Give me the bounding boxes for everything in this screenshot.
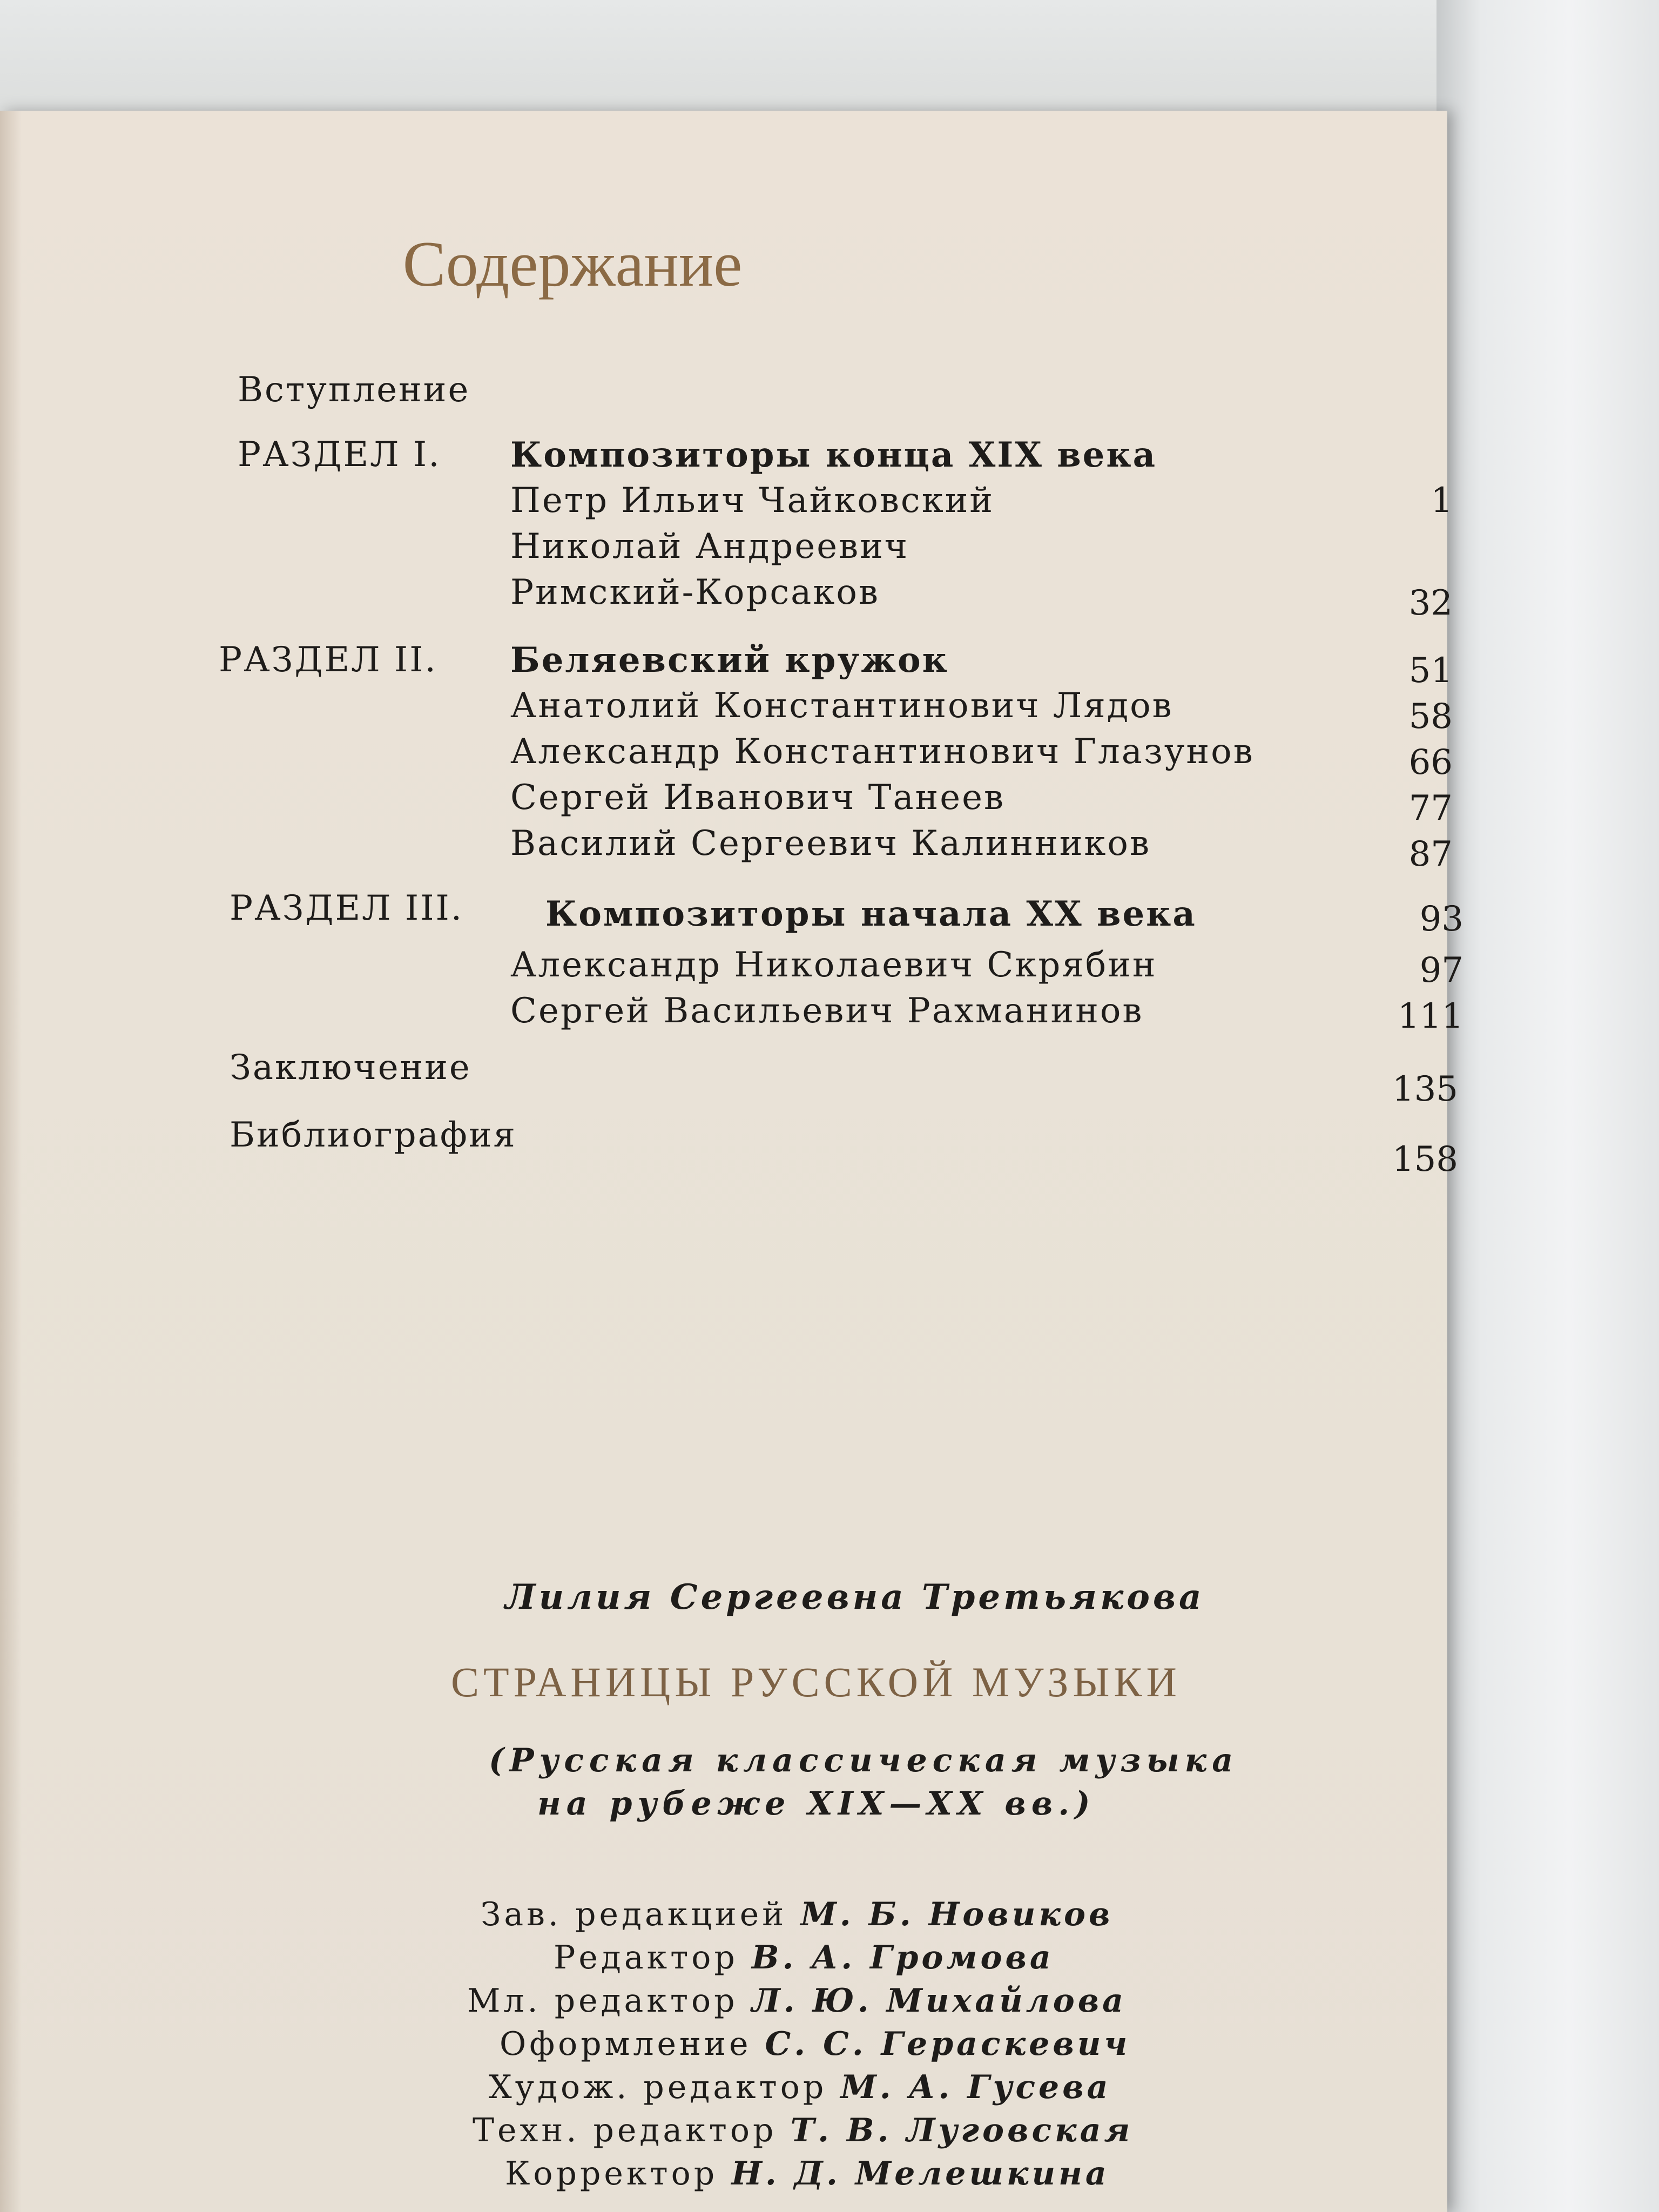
credit-line bbox=[500, 2025, 1130, 2063]
credit-line bbox=[467, 1982, 1127, 2020]
section-1-title: Композиторы конца XIX века bbox=[510, 435, 1157, 475]
toc-entry: Сергей Иванович Танеев bbox=[510, 778, 1006, 818]
credit-name: Т. В. Луговская bbox=[790, 2112, 1134, 2149]
toc-entry: Александр Константинович Глазунов bbox=[510, 732, 1255, 772]
section-2-label: РАЗДЕЛ II. bbox=[219, 640, 437, 680]
section-3-title: Композиторы начала XX века bbox=[545, 894, 1197, 934]
credit-name: Н. Д. Мелешкина bbox=[731, 2155, 1110, 2193]
toc-page-number: 77 bbox=[1408, 788, 1453, 828]
toc-conclusion: Заключение bbox=[230, 1048, 471, 1088]
credit-role: Корректор bbox=[505, 2155, 718, 2193]
toc-entry: Анатолий Константинович Лядов bbox=[510, 686, 1174, 726]
toc-page-number: 111 bbox=[1397, 996, 1464, 1036]
toc-page-number: 58 bbox=[1408, 697, 1453, 737]
section-3-label: РАЗДЕЛ III. bbox=[230, 888, 464, 928]
credit-name: Л. Ю. Михайлова bbox=[751, 1982, 1127, 2020]
imprint-subtitle-line-2: на рубеже XIX—XX вв.) bbox=[537, 1785, 1096, 1823]
credit-name: М. А. Гусева bbox=[840, 2068, 1111, 2106]
credit-role: Техн. редактор bbox=[473, 2112, 777, 2149]
credit-line bbox=[505, 2155, 1110, 2193]
book-page bbox=[0, 111, 1464, 2212]
toc-entry: Римский-Корсаков bbox=[510, 572, 880, 612]
credit-role: Редактор bbox=[554, 1939, 738, 1977]
toc-title: Содержание bbox=[402, 228, 743, 300]
imprint-book-title: СТРАНИЦЫ РУССКОЙ МУЗЫКИ bbox=[451, 1658, 1181, 1705]
credit-line bbox=[489, 2068, 1111, 2106]
toc-bibliography: Библиография bbox=[230, 1115, 517, 1155]
toc-entry: Петр Ильич Чайковский bbox=[510, 481, 995, 521]
credit-line bbox=[473, 2112, 1133, 2149]
toc-page-number: 158 bbox=[1392, 1139, 1458, 1179]
toc-entry: Александр Николаевич Скрябин bbox=[510, 945, 1157, 985]
credit-role: Зав. редакцией bbox=[481, 1896, 787, 1933]
section-2-title: Беляевский кружок bbox=[510, 640, 949, 680]
credit-name: С. С. Гераскевич bbox=[765, 2025, 1131, 2063]
toc-intro: Вступление bbox=[238, 370, 470, 410]
imprint-author: Лилия Сергеевна Третьякова bbox=[505, 1577, 1205, 1617]
toc-page-number: 135 bbox=[1392, 1069, 1458, 1109]
page-shadow bbox=[0, 111, 22, 2212]
credit-line bbox=[481, 1896, 1113, 1933]
book-cover-edge bbox=[1437, 0, 1659, 2212]
toc-page-number: 51 bbox=[1408, 651, 1453, 691]
toc-page-number: 97 bbox=[1419, 950, 1464, 990]
imprint-subtitle-line-1: (Русская классическая музыка bbox=[489, 1742, 1239, 1779]
background-surface bbox=[0, 0, 1447, 111]
credit-name: В. А. Громова bbox=[751, 1939, 1054, 1977]
credit-role: Мл. редактор bbox=[467, 1982, 738, 2020]
credit-line bbox=[554, 1939, 1054, 1977]
toc-page-number: 87 bbox=[1408, 834, 1453, 874]
credit-role: Худож. редактор bbox=[489, 2068, 827, 2106]
toc-page-number: 32 bbox=[1408, 583, 1453, 623]
section-1-label: РАЗДЕЛ I. bbox=[238, 435, 441, 475]
credit-role: Оформление bbox=[500, 2025, 752, 2063]
toc-entry: Василий Сергеевич Калинников bbox=[510, 824, 1151, 864]
toc-entry: Николай Андреевич bbox=[510, 527, 909, 567]
toc-entry: Сергей Васильевич Рахманинов bbox=[510, 991, 1144, 1031]
toc-page-number: 66 bbox=[1408, 743, 1453, 783]
credit-name: М. Б. Новиков bbox=[800, 1896, 1114, 1933]
toc-page-number: 93 bbox=[1419, 899, 1464, 939]
toc-page-number: 1 bbox=[1431, 481, 1453, 521]
